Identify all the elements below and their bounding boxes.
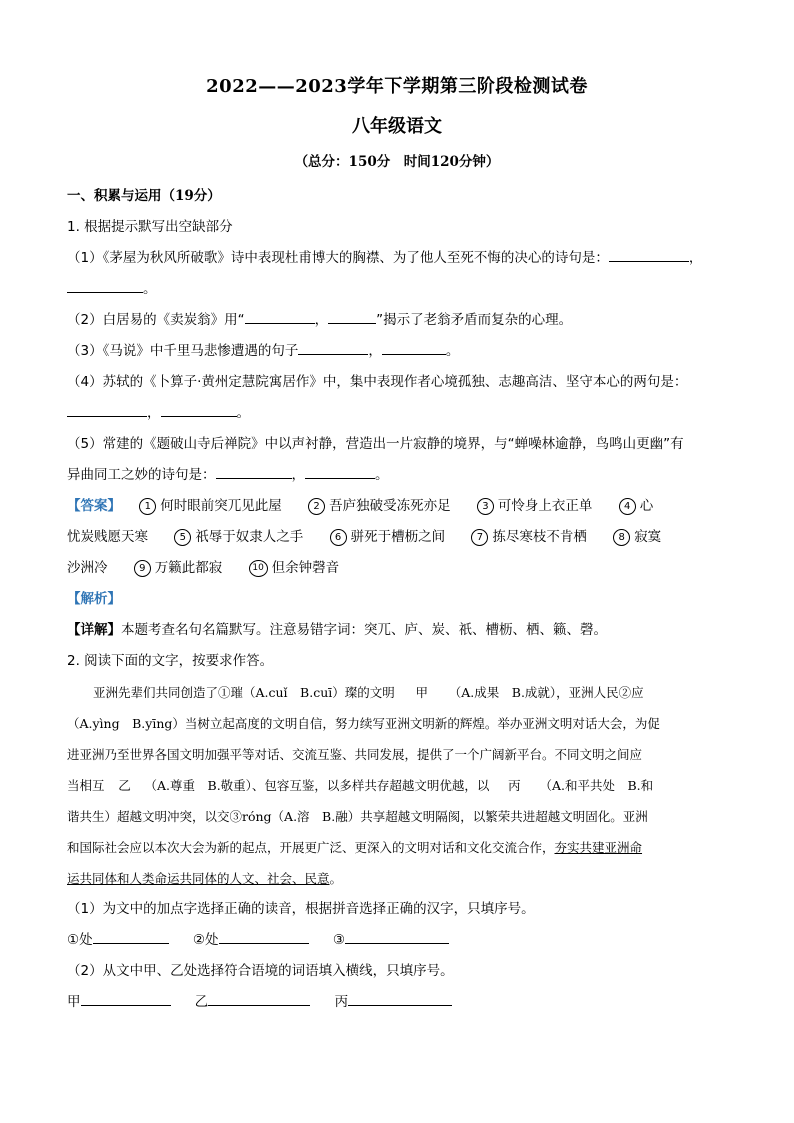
question-1-3 xyxy=(67,336,727,367)
passage-text: 当相互 xyxy=(67,778,105,793)
question-1-4-cont xyxy=(67,398,727,429)
answer-blank[interactable] xyxy=(328,306,376,324)
answer-blank[interactable] xyxy=(81,988,171,1006)
answer-item xyxy=(249,560,340,576)
question-text: （3）《马说》中千里马悲惨遭遇的句子 xyxy=(67,343,299,359)
answer-item xyxy=(477,498,593,514)
question-text: 异曲同工之妙的诗句是： xyxy=(67,467,216,483)
detail-tag: 【详解】 xyxy=(67,622,121,638)
fill-blank[interactable]: 甲 xyxy=(395,677,449,708)
number-circle: 7 xyxy=(471,529,488,546)
answer-line-1 xyxy=(67,491,727,522)
question-1-1 xyxy=(67,243,727,274)
passage-line: 谐共生）超越文明冲突，以交③róng（A.溶 B.融）共享超越文明隔阂，以繁荣共进超越文明固化。亚洲 xyxy=(67,809,648,824)
question-text: （1）《茅屋为秋风所破歌》诗中表现杜甫博大的胸襟、为了他人至死不悔的决心的诗句是： xyxy=(67,250,609,266)
field-group xyxy=(67,987,171,1018)
answer-blank[interactable] xyxy=(161,399,237,417)
punct: ， xyxy=(368,343,382,359)
answer-blank[interactable] xyxy=(219,926,309,944)
field-group xyxy=(193,925,309,956)
answer-text: 忧炭贱愿天寒 xyxy=(67,529,148,545)
answer-blank[interactable] xyxy=(305,461,375,479)
question-text: ”揭示了老翁矛盾而复杂的心理。 xyxy=(376,312,573,328)
field-group xyxy=(333,925,449,956)
section-heading: 一、积累与运用（19分） xyxy=(67,188,221,204)
question-2-1-fields xyxy=(67,925,727,956)
answer-blank[interactable] xyxy=(382,337,446,355)
fill-blank[interactable]: 丙 xyxy=(489,770,539,801)
answer-line-3 xyxy=(67,553,727,584)
field-label: ①处 xyxy=(67,932,93,948)
answer-blank[interactable] xyxy=(67,399,147,417)
answer-text: 但余钟磬音 xyxy=(271,560,340,576)
detail-text: 本题考查名句名篇默写。注意易错字词：突兀、庐、炭、祇、槽枥、栖、籁、磬。 xyxy=(121,622,607,638)
field-group xyxy=(195,987,311,1018)
answer-item xyxy=(67,529,148,545)
question-1-5 xyxy=(67,429,727,460)
number-circle: 1 xyxy=(139,498,156,515)
passage-line xyxy=(67,832,727,863)
number-circle: 2 xyxy=(308,498,325,515)
question-2-2-fields xyxy=(67,987,727,1018)
answer-item xyxy=(174,529,303,545)
answer-text: 拣尽寒枝不肯栖 xyxy=(492,529,587,545)
answer-item xyxy=(308,498,451,514)
exam-title: 2022——2023学年下学期第三阶段检测试卷 xyxy=(206,76,588,97)
answer-text: 何时眼前突兀见此屋 xyxy=(160,498,282,514)
punct: ， xyxy=(147,405,161,421)
answer-item xyxy=(619,498,654,514)
passage-line: 进亚洲乃至世界各国文明加强平等对话、交流互鉴、共同发展，提供了一个广阔新平台。不同文明之间应 xyxy=(67,747,643,762)
answer-text: 心 xyxy=(639,498,654,514)
number-circle: 3 xyxy=(477,498,494,515)
punct: ， xyxy=(688,250,703,266)
punct: ， xyxy=(291,467,305,483)
passage-line xyxy=(67,770,727,801)
punct: ， xyxy=(314,312,329,328)
answer-blank[interactable] xyxy=(245,306,315,324)
exam-subtitle: 八年级语文 xyxy=(352,116,442,137)
answer-item xyxy=(613,529,661,545)
question-2-1: （1）为文中的加点字选择正确的读音，根据拼音选择正确的汉字，只填序号。 xyxy=(67,901,535,917)
question-text: （5）常建的《题破山寺后禅院》中以声衬静，营造出一片寂静的境界，与“蝉噪林逾静，鸟鸣山更幽”有 xyxy=(67,436,684,452)
punct: 。 xyxy=(236,405,250,421)
passage-text: 。 xyxy=(329,871,343,886)
answer-blank[interactable] xyxy=(348,988,452,1006)
number-circle: 5 xyxy=(174,529,191,546)
question-1-1-cont xyxy=(67,274,727,305)
answer-blank[interactable] xyxy=(208,988,310,1006)
number-circle: 4 xyxy=(619,498,636,515)
passage-text: （A.尊重 B.敬重）、包容互鉴，以多样共存超越文明优越，以 xyxy=(144,778,490,793)
answer-blank[interactable] xyxy=(298,337,368,355)
answer-text: 可怜身上衣正单 xyxy=(497,498,593,514)
answer-text: 沙洲冷 xyxy=(67,560,108,576)
question-2-stem: 2. 阅读下面的文字，按要求作答。 xyxy=(67,653,274,669)
underlined-text: 夯实共建亚洲命 xyxy=(554,840,643,855)
passage-line xyxy=(67,677,727,708)
number-circle: 8 xyxy=(613,529,630,546)
detail-line xyxy=(67,615,727,646)
answer-item xyxy=(134,560,223,576)
answer-text: 寂寞 xyxy=(634,529,662,545)
question-2-2: （2）从文中甲、乙处选择符合语境的词语填入横线，只填序号。 xyxy=(67,963,454,979)
question-1-stem: 1. 根据提示默写出空缺部分 xyxy=(67,219,233,235)
fill-blank[interactable]: 乙 xyxy=(105,770,145,801)
field-group xyxy=(335,987,453,1018)
field-label: 甲 xyxy=(67,994,81,1010)
passage-text: 亚洲先辈们共同创造了①璀（A.cuǐ B.cuī）璨的文明 xyxy=(93,685,395,700)
answer-blank[interactable] xyxy=(216,461,292,479)
answer-item xyxy=(471,529,587,545)
answer-item xyxy=(330,529,446,545)
field-label: 丙 xyxy=(334,994,349,1010)
question-text: （2）白居易的《卖炭翁》用“ xyxy=(67,312,245,328)
question-text: （4）苏轼的《卜算子·黄州定慧院寓居作》中，集中表现作者心境孤独、志趣高洁、坚守本心的两句是： xyxy=(67,374,688,390)
answer-item xyxy=(67,560,108,576)
answer-line-2 xyxy=(67,522,727,553)
exam-body xyxy=(67,181,727,1018)
field-label: 乙 xyxy=(194,994,209,1010)
underlined-text: 运共同体和人类命运共同体的人文、社会、民意 xyxy=(67,871,330,886)
analysis-line xyxy=(67,584,727,615)
punct: 。 xyxy=(143,281,157,297)
answer-text: 吾庐独破受冻死亦足 xyxy=(329,498,451,514)
question-1-5-cont xyxy=(67,460,727,491)
reading-passage xyxy=(67,677,727,894)
question-1-2 xyxy=(67,305,727,336)
answer-blank[interactable] xyxy=(345,926,449,944)
answer-blank[interactable] xyxy=(609,244,689,262)
answer-text: 祇辱于奴隶人之手 xyxy=(195,529,304,545)
passage-text: （A.和平共处 B.和 xyxy=(539,778,654,793)
answer-item xyxy=(139,498,282,514)
passage-text: （A.成果 B.成就），亚洲人民②应 xyxy=(448,685,644,700)
passage-line xyxy=(67,863,727,894)
passage-text: 和国际社会应以本次大会为新的起点，开展更广泛、更深入的文明对话和文化交流合作， xyxy=(67,840,555,855)
number-circle: 10 xyxy=(249,560,268,577)
number-circle: 9 xyxy=(134,560,151,577)
number-circle: 6 xyxy=(330,529,347,546)
field-group xyxy=(67,925,169,956)
answer-tag: 【答案】 xyxy=(67,498,121,514)
answer-blank[interactable] xyxy=(67,275,143,293)
question-1-4 xyxy=(67,367,727,398)
field-label: ③ xyxy=(332,932,345,948)
punct: 。 xyxy=(445,343,460,359)
exam-info: （总分：150分 时间120分钟） xyxy=(294,154,500,170)
answer-text: 骈死于槽枥之间 xyxy=(350,529,446,545)
answer-blank[interactable] xyxy=(93,926,169,944)
field-label: ②处 xyxy=(192,932,219,948)
passage-line: （A.yìng B.yīng）当树立起高度的文明自信，努力续写亚洲文明新的辉煌。举办亚洲文明对话大会，为促 xyxy=(67,716,660,731)
punct: 。 xyxy=(375,467,389,483)
analysis-tag: 【解析】 xyxy=(67,591,121,607)
answer-text: 万籁此都寂 xyxy=(154,560,223,576)
